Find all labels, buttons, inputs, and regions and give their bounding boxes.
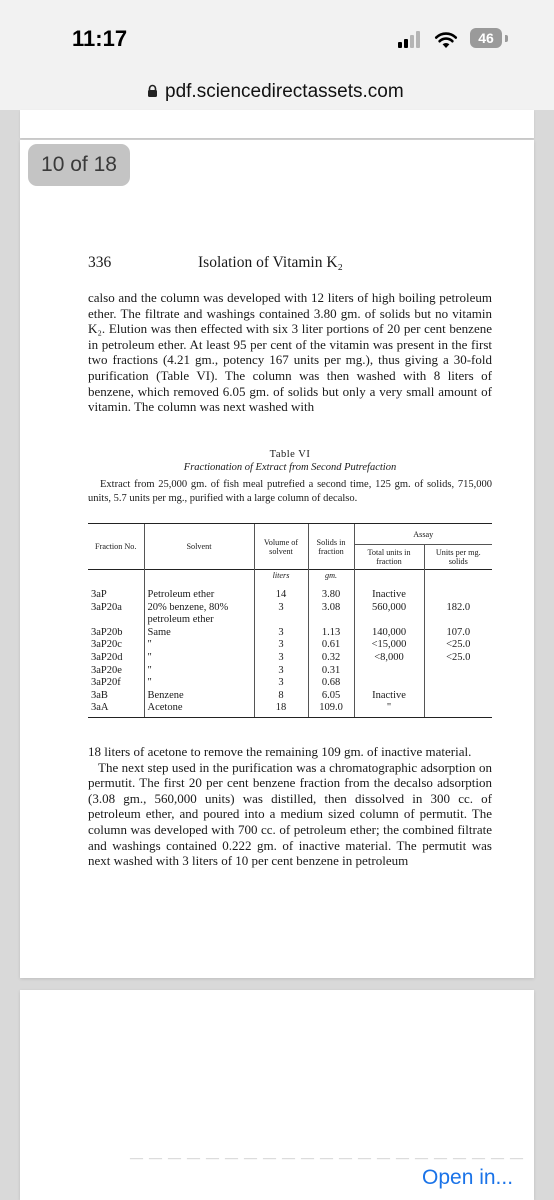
paragraph-1 [88, 290, 492, 415]
cell-total-units: Inactive [354, 589, 424, 602]
status-time: 11:17 [72, 26, 128, 51]
cell-solids: 6.05 [308, 690, 354, 703]
header-solvent: Solvent [144, 524, 254, 570]
header-assay: Assay [354, 524, 492, 545]
cell-solvent: Same [144, 627, 254, 640]
cell-solids: 0.61 [308, 639, 354, 652]
cell-volume: 3 [254, 665, 308, 678]
cell-solvent: Petroleum ether [144, 589, 254, 602]
lock-icon [147, 85, 158, 97]
url-bar[interactable] [0, 70, 554, 110]
battery-icon: 46 [470, 28, 502, 48]
cell-units-per-mg [424, 665, 492, 678]
cell-fraction: 3aP [91, 589, 107, 600]
previous-page-edge [20, 110, 534, 138]
cell-solvent: " [144, 639, 254, 652]
paragraph-2 [88, 744, 492, 869]
table-caption: Extract from 25,000 gm. of fish meal putrefied a second time, 125 gm. of solids, 715,000 units, 5.7 units per mg., purified with a large column of decalso. [88, 479, 492, 504]
cell-units-per-mg [424, 677, 492, 690]
cell-units-per-mg [424, 702, 492, 717]
cell-solids: 0.68 [308, 677, 354, 690]
wifi-icon [434, 29, 458, 49]
cell-fraction: 3aP20e [91, 664, 122, 676]
paragraph-1-text: calso and the column was developed with 12 liters of high boiling petroleum ether. The filtrate and washings contained 3.80 gm. of solids but no vitamin K₂. Elution was then effected with six 3 liter portions of 20 per cent benzene in petroleum ether. At least 95 per cent of the vitamin was present in the first two fractions (4.21 gm., potency 167 units per mg.), thus giving a 30-fold purification (Table VI). The column was then washed with 8 liters of benzene, which removed 6.05 gm. of solids but only a very small amount of vitamin. The column was next washed with [88, 290, 492, 415]
cell-fraction: 3aP20b [91, 626, 123, 638]
cell-volume: 8 [254, 690, 308, 703]
cell-solvent: Acetone [144, 702, 254, 717]
cell-total-units: <15,000 [354, 639, 424, 652]
battery-tip [505, 35, 508, 42]
cell-fraction: 3aP20f [91, 677, 121, 689]
table-row [88, 677, 492, 690]
page-number: 336 [88, 254, 112, 271]
table-row [88, 665, 492, 678]
units-row [88, 570, 492, 585]
header-volume: Volume of solvent [254, 524, 308, 570]
cell-total-units: 140,000 [354, 627, 424, 640]
cell-volume: 14 [254, 589, 308, 602]
table-row [88, 652, 492, 665]
pdf-page [20, 140, 534, 978]
header-solids: Solids in fraction [308, 524, 354, 570]
cell-fraction: 3aB [91, 689, 108, 701]
table-row [88, 602, 492, 627]
cell-units-per-mg: 182.0 [424, 602, 492, 627]
cell-solvent: Benzene [144, 690, 254, 703]
table-row [88, 690, 492, 703]
next-page-cutoff-text: ————————————————————— [130, 1150, 529, 1165]
cell-units-per-mg: <25.0 [424, 639, 492, 652]
running-head: Isolation of Vitamin K₂ [198, 254, 343, 271]
cell-units-per-mg [424, 589, 492, 602]
cell-units-per-mg: 107.0 [424, 627, 492, 640]
table-label: Table VI [269, 449, 311, 460]
table-row [88, 627, 492, 640]
cell-solvent: " [144, 665, 254, 678]
cell-total-units: Inactive [354, 690, 424, 703]
open-in-button[interactable]: Open in... [422, 1166, 514, 1189]
cell-volume: 3 [254, 652, 308, 665]
cell-solids: 3.08 [308, 602, 354, 627]
unit-volume: liters [254, 570, 308, 585]
paragraph-2-text: 18 liters of acetone to remove the remaining 109 gm. of inactive material. [88, 744, 472, 759]
cell-total-units [354, 677, 424, 690]
cell-total-units [354, 665, 424, 678]
cell-solids: 109.0 [308, 702, 354, 717]
cell-total-units: " [354, 702, 424, 717]
cell-volume: 3 [254, 677, 308, 690]
cell-solids: 0.31 [308, 665, 354, 678]
cell-units-per-mg [424, 690, 492, 703]
table-row [88, 639, 492, 652]
cell-volume: 3 [254, 602, 308, 627]
cell-volume: 18 [254, 702, 308, 717]
cell-units-per-mg: <25.0 [424, 652, 492, 665]
cell-fraction: 3aP20c [91, 639, 122, 651]
header-total-units: Total units in fraction [354, 545, 424, 570]
cell-solids: 0.32 [308, 652, 354, 665]
status-bar [0, 0, 554, 70]
cellular-signal-icon [398, 30, 424, 48]
unit-solids: gm. [308, 570, 354, 585]
table-row [88, 589, 492, 602]
cell-solids: 3.80 [308, 589, 354, 602]
cell-solids: 1.13 [308, 627, 354, 640]
url-text[interactable]: pdf.sciencedirectassets.com [165, 81, 404, 102]
cell-volume: 3 [254, 639, 308, 652]
cell-solvent: 20% benzene, 80% petroleum ether [144, 602, 254, 627]
page-counter: 10 of 18 [28, 144, 130, 186]
cell-total-units: <8,000 [354, 652, 424, 665]
cell-solvent: " [144, 652, 254, 665]
cell-fraction: 3aP20a [91, 601, 122, 613]
cell-volume: 3 [254, 627, 308, 640]
data-table [88, 523, 492, 718]
table-row [88, 702, 492, 717]
cell-total-units: 560,000 [354, 602, 424, 627]
cell-fraction: 3aA [88, 702, 144, 717]
cell-solvent: " [144, 677, 254, 690]
header-units-per-mg: Units per mg. solids [424, 545, 492, 570]
table-title: Fractionation of Extract from Second Putrefaction [183, 462, 397, 473]
header-fraction: Fraction No. [88, 524, 144, 570]
cell-fraction: 3aP20d [91, 651, 123, 663]
paragraph-3-text: The next step used in the purification was a chromatographic adsorption on permutit. The first 20 per cent benzene fraction from the decalso adsorption (3.08 gm., 560,000 units) was distilled, then dissolved in 300 cc. of petroleum ether, and poured into a medium sized column of permutit. The column was developed with 700 cc. of petroleum ether; the combined filtrate and washings contained 0.222 gm. of inactive material. The permutit was next washed with 3 liters of 10 per cent benzene in petroleum [88, 759, 492, 869]
